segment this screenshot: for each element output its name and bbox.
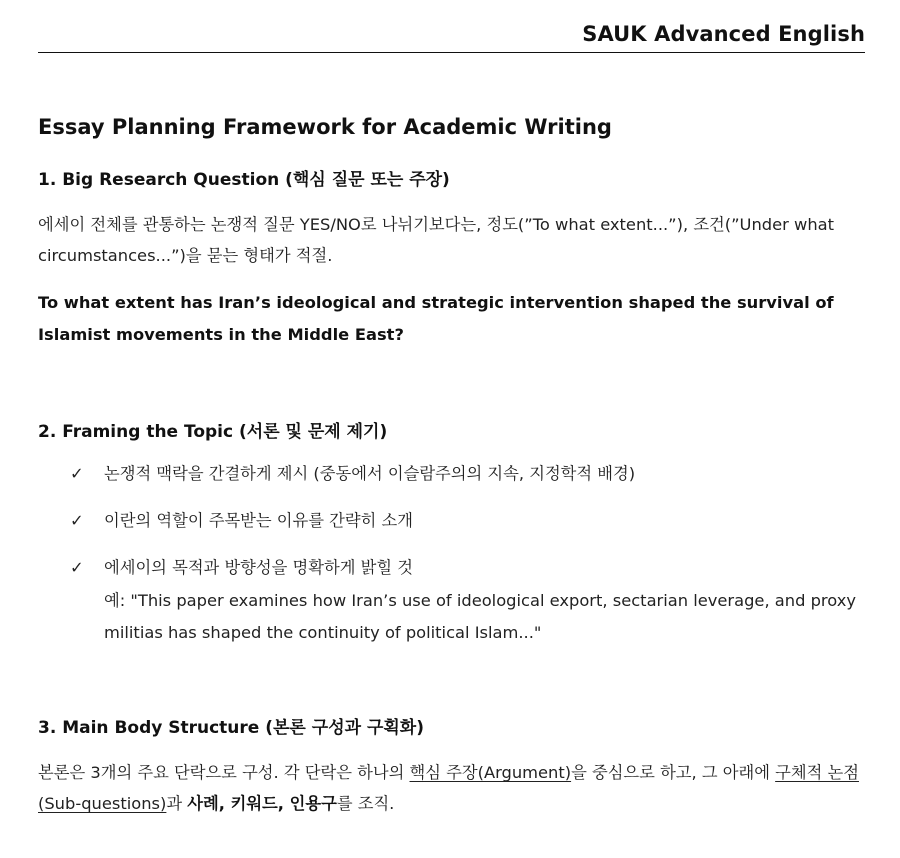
section-3-heading: 3. Main Body Structure (본론 구성과 구획화) — [38, 718, 424, 738]
bold-term: 사례, 키워드, 인용구 — [187, 794, 337, 813]
text-run: 본론은 3개의 주요 단락으로 구성. 각 단락은 하나의 — [38, 763, 410, 782]
checklist-item — [70, 458, 635, 489]
section-1-heading: 1. Big Research Question (핵심 질문 또는 주장) — [38, 170, 450, 190]
document-title: Essay Planning Framework for Academic Writing — [38, 115, 612, 139]
example-quote: 예: "This paper examines how Iran’s use of ideological export, sectarian leverage, and proxy militias has shaped the continuity of political Islam..." — [104, 591, 857, 642]
header-title: SAUK Advanced English — [582, 22, 865, 46]
text-run: 를 조직. — [336, 794, 395, 813]
section-2-heading: 2. Framing the Topic (서론 및 문제 제기) — [38, 422, 388, 442]
research-question: To what extent has Iran’s ideological and strategic intervention shaped the survival of Islamist movements in the Middle East? — [38, 293, 834, 344]
section-1-description: 에세이 전체를 관통하는 논쟁적 질문 YES/NO로 나뉘기보다는, 정도(”To what extent...”), 조건(”Under what circumstances...”)을 묻는 형태가 적절. — [38, 215, 835, 265]
check-icon: ✓ — [70, 464, 84, 483]
document-header — [38, 22, 865, 53]
text-run: 을 중심으로 하고, 그 아래에 — [571, 763, 776, 782]
checklist-item — [70, 505, 413, 536]
text-run: 과 — [166, 794, 188, 813]
check-icon: ✓ — [70, 558, 84, 577]
checklist-item-text: 이란의 역할이 주목받는 이유를 간략히 소개 — [104, 511, 413, 530]
checklist-item-text: 에세이의 목적과 방향성을 명확하게 밝힐 것 — [104, 558, 413, 577]
check-icon: ✓ — [70, 511, 84, 530]
checklist-item — [70, 552, 413, 583]
section-3-paragraph — [38, 757, 868, 819]
checklist-item-text: 논쟁적 맥락을 간결하게 제시 (중동에서 이슬람주의의 지속, 지정학적 배경) — [104, 464, 636, 483]
underlined-term: 핵심 주장(Argument) — [409, 763, 572, 782]
underlined-term: 구체적 논점(Sub-questions) — [38, 763, 859, 813]
